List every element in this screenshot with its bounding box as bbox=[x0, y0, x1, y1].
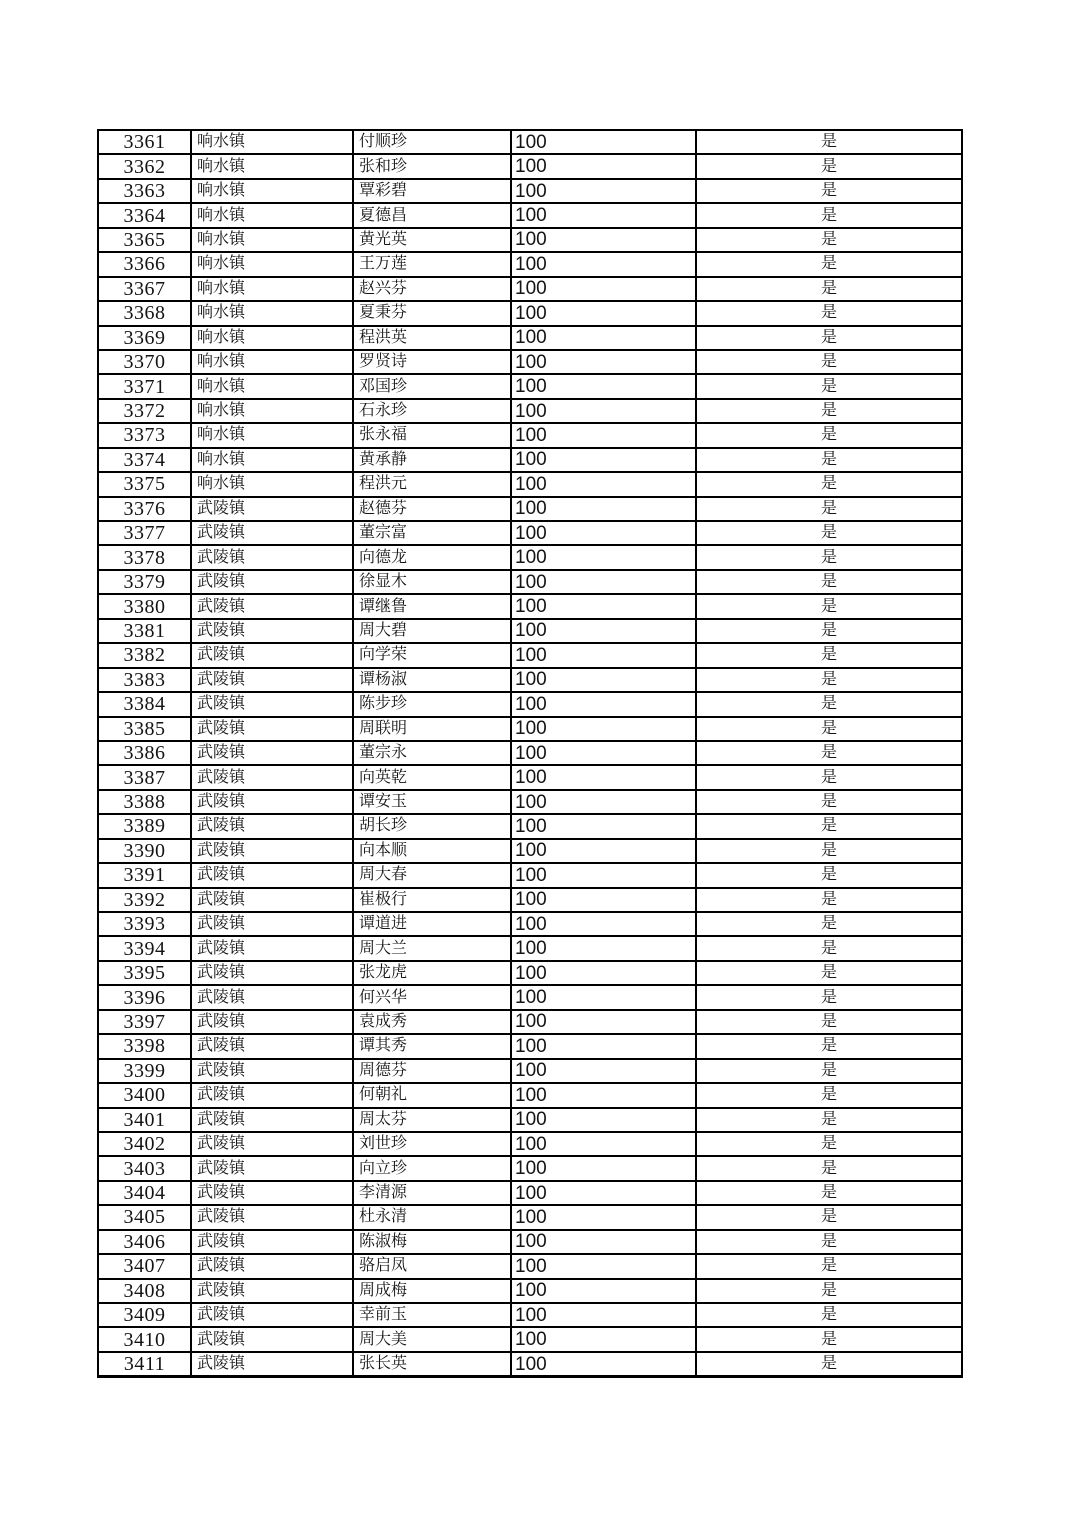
cell-town: 武陵镇 bbox=[192, 571, 352, 593]
cell-flag: 是 bbox=[697, 889, 961, 911]
cell-town: 武陵镇 bbox=[192, 1157, 352, 1179]
cell-person-name: 周联明 bbox=[354, 718, 510, 740]
cell-flag: 是 bbox=[697, 229, 961, 251]
cell-value: 100 bbox=[512, 375, 695, 397]
cell-person-name: 赵德芬 bbox=[354, 498, 510, 520]
cell-town: 武陵镇 bbox=[192, 1206, 352, 1228]
cell-value: 100 bbox=[512, 718, 695, 740]
cell-flag: 是 bbox=[697, 864, 961, 886]
cell-serial-number: 3391 bbox=[99, 864, 190, 886]
cell-flag: 是 bbox=[697, 937, 961, 959]
cell-town: 武陵镇 bbox=[192, 1182, 352, 1204]
cell-person-name: 向学荣 bbox=[354, 644, 510, 666]
cell-value: 100 bbox=[512, 278, 695, 300]
cell-person-name: 谭安玉 bbox=[354, 791, 510, 813]
cell-value: 100 bbox=[512, 913, 695, 935]
cell-flag: 是 bbox=[697, 1109, 961, 1131]
cell-flag: 是 bbox=[697, 1328, 961, 1350]
cell-town: 武陵镇 bbox=[192, 1304, 352, 1326]
cell-town: 武陵镇 bbox=[192, 669, 352, 691]
cell-value: 100 bbox=[512, 620, 695, 642]
cell-town: 武陵镇 bbox=[192, 1255, 352, 1277]
cell-town: 响水镇 bbox=[192, 302, 352, 324]
cell-value: 100 bbox=[512, 595, 695, 617]
cell-town: 响水镇 bbox=[192, 375, 352, 397]
cell-flag: 是 bbox=[697, 400, 961, 422]
cell-flag: 是 bbox=[697, 693, 961, 715]
cell-serial-number: 3394 bbox=[99, 937, 190, 959]
cell-value: 100 bbox=[512, 204, 695, 226]
cell-value: 100 bbox=[512, 1206, 695, 1228]
cell-person-name: 向英乾 bbox=[354, 766, 510, 788]
cell-value: 100 bbox=[512, 644, 695, 666]
cell-flag: 是 bbox=[697, 473, 961, 495]
cell-serial-number: 3382 bbox=[99, 644, 190, 666]
cell-value: 100 bbox=[512, 815, 695, 837]
cell-flag: 是 bbox=[697, 1060, 961, 1082]
cell-person-name: 罗贤诗 bbox=[354, 351, 510, 373]
cell-person-name: 周大美 bbox=[354, 1328, 510, 1350]
cell-town: 武陵镇 bbox=[192, 1060, 352, 1082]
cell-person-name: 徐显木 bbox=[354, 571, 510, 593]
cell-town: 武陵镇 bbox=[192, 498, 352, 520]
cell-value: 100 bbox=[512, 180, 695, 202]
cell-value: 100 bbox=[512, 1084, 695, 1106]
cell-person-name: 程洪元 bbox=[354, 473, 510, 495]
cell-person-name: 周大春 bbox=[354, 864, 510, 886]
cell-flag: 是 bbox=[697, 1231, 961, 1253]
data-table bbox=[97, 129, 963, 1378]
cell-person-name: 陈淑梅 bbox=[354, 1231, 510, 1253]
cell-serial-number: 3392 bbox=[99, 889, 190, 911]
cell-serial-number: 3378 bbox=[99, 546, 190, 568]
cell-flag: 是 bbox=[697, 155, 961, 177]
cell-flag: 是 bbox=[697, 815, 961, 837]
cell-serial-number: 3364 bbox=[99, 204, 190, 226]
cell-town: 武陵镇 bbox=[192, 620, 352, 642]
cell-flag: 是 bbox=[697, 742, 961, 764]
cell-serial-number: 3370 bbox=[99, 351, 190, 373]
cell-flag: 是 bbox=[697, 1304, 961, 1326]
cell-serial-number: 3373 bbox=[99, 424, 190, 446]
cell-serial-number: 3388 bbox=[99, 791, 190, 813]
cell-value: 100 bbox=[512, 986, 695, 1008]
cell-serial-number: 3409 bbox=[99, 1304, 190, 1326]
cell-person-name: 张长英 bbox=[354, 1353, 510, 1375]
cell-serial-number: 3399 bbox=[99, 1060, 190, 1082]
cell-flag: 是 bbox=[697, 766, 961, 788]
cell-town: 武陵镇 bbox=[192, 546, 352, 568]
cell-value: 100 bbox=[512, 1133, 695, 1155]
cell-person-name: 黄光英 bbox=[354, 229, 510, 251]
cell-serial-number: 3386 bbox=[99, 742, 190, 764]
cell-serial-number: 3397 bbox=[99, 1011, 190, 1033]
cell-value: 100 bbox=[512, 498, 695, 520]
cell-town: 武陵镇 bbox=[192, 962, 352, 984]
cell-flag: 是 bbox=[697, 913, 961, 935]
cell-person-name: 何兴华 bbox=[354, 986, 510, 1008]
cell-flag: 是 bbox=[697, 595, 961, 617]
cell-flag: 是 bbox=[697, 1206, 961, 1228]
cell-value: 100 bbox=[512, 766, 695, 788]
cell-town: 武陵镇 bbox=[192, 742, 352, 764]
cell-person-name: 陈步珍 bbox=[354, 693, 510, 715]
cell-town: 武陵镇 bbox=[192, 766, 352, 788]
cell-town: 响水镇 bbox=[192, 424, 352, 446]
cell-flag: 是 bbox=[697, 644, 961, 666]
cell-serial-number: 3390 bbox=[99, 840, 190, 862]
cell-value: 100 bbox=[512, 400, 695, 422]
cell-flag: 是 bbox=[697, 1255, 961, 1277]
cell-flag: 是 bbox=[697, 791, 961, 813]
cell-serial-number: 3375 bbox=[99, 473, 190, 495]
cell-flag: 是 bbox=[697, 1035, 961, 1057]
cell-town: 武陵镇 bbox=[192, 815, 352, 837]
cell-value: 100 bbox=[512, 571, 695, 593]
cell-value: 100 bbox=[512, 864, 695, 886]
cell-person-name: 谭其秀 bbox=[354, 1035, 510, 1057]
cell-town: 武陵镇 bbox=[192, 1133, 352, 1155]
cell-serial-number: 3403 bbox=[99, 1157, 190, 1179]
cell-person-name: 董宗富 bbox=[354, 522, 510, 544]
cell-value: 100 bbox=[512, 424, 695, 446]
cell-value: 100 bbox=[512, 1109, 695, 1131]
cell-town: 武陵镇 bbox=[192, 791, 352, 813]
cell-serial-number: 3400 bbox=[99, 1084, 190, 1106]
cell-serial-number: 3369 bbox=[99, 327, 190, 349]
cell-serial-number: 3365 bbox=[99, 229, 190, 251]
cell-town: 响水镇 bbox=[192, 253, 352, 275]
cell-town: 武陵镇 bbox=[192, 840, 352, 862]
cell-person-name: 付顺珍 bbox=[354, 131, 510, 153]
cell-value: 100 bbox=[512, 742, 695, 764]
cell-value: 100 bbox=[512, 131, 695, 153]
cell-person-name: 幸前玉 bbox=[354, 1304, 510, 1326]
cell-value: 100 bbox=[512, 1328, 695, 1350]
cell-serial-number: 3385 bbox=[99, 718, 190, 740]
cell-town: 武陵镇 bbox=[192, 889, 352, 911]
cell-serial-number: 3383 bbox=[99, 669, 190, 691]
cell-flag: 是 bbox=[697, 1133, 961, 1155]
cell-person-name: 周大兰 bbox=[354, 937, 510, 959]
cell-person-name: 张永福 bbox=[354, 424, 510, 446]
cell-person-name: 程洪英 bbox=[354, 327, 510, 349]
cell-serial-number: 3396 bbox=[99, 986, 190, 1008]
cell-town: 响水镇 bbox=[192, 449, 352, 471]
cell-serial-number: 3367 bbox=[99, 278, 190, 300]
cell-town: 武陵镇 bbox=[192, 1231, 352, 1253]
cell-serial-number: 3411 bbox=[99, 1353, 190, 1375]
cell-flag: 是 bbox=[697, 522, 961, 544]
cell-flag: 是 bbox=[697, 718, 961, 740]
cell-town: 响水镇 bbox=[192, 155, 352, 177]
cell-serial-number: 3402 bbox=[99, 1133, 190, 1155]
cell-person-name: 周成梅 bbox=[354, 1280, 510, 1302]
cell-town: 武陵镇 bbox=[192, 595, 352, 617]
cell-serial-number: 3404 bbox=[99, 1182, 190, 1204]
cell-serial-number: 3405 bbox=[99, 1206, 190, 1228]
cell-town: 武陵镇 bbox=[192, 1084, 352, 1106]
cell-person-name: 周大碧 bbox=[354, 620, 510, 642]
cell-flag: 是 bbox=[697, 449, 961, 471]
cell-value: 100 bbox=[512, 669, 695, 691]
cell-value: 100 bbox=[512, 1255, 695, 1277]
cell-flag: 是 bbox=[697, 620, 961, 642]
cell-person-name: 崔极行 bbox=[354, 889, 510, 911]
cell-flag: 是 bbox=[697, 131, 961, 153]
cell-person-name: 向德龙 bbox=[354, 546, 510, 568]
cell-town: 响水镇 bbox=[192, 180, 352, 202]
cell-flag: 是 bbox=[697, 546, 961, 568]
cell-person-name: 袁成秀 bbox=[354, 1011, 510, 1033]
cell-value: 100 bbox=[512, 253, 695, 275]
cell-person-name: 周太芬 bbox=[354, 1109, 510, 1131]
cell-town: 响水镇 bbox=[192, 278, 352, 300]
cell-town: 响水镇 bbox=[192, 473, 352, 495]
cell-flag: 是 bbox=[697, 840, 961, 862]
cell-flag: 是 bbox=[697, 571, 961, 593]
cell-flag: 是 bbox=[697, 180, 961, 202]
cell-town: 武陵镇 bbox=[192, 718, 352, 740]
cell-flag: 是 bbox=[697, 986, 961, 1008]
cell-person-name: 向本顺 bbox=[354, 840, 510, 862]
cell-town: 武陵镇 bbox=[192, 644, 352, 666]
cell-flag: 是 bbox=[697, 278, 961, 300]
cell-serial-number: 3371 bbox=[99, 375, 190, 397]
cell-serial-number: 3362 bbox=[99, 155, 190, 177]
cell-serial-number: 3407 bbox=[99, 1255, 190, 1277]
cell-town: 响水镇 bbox=[192, 351, 352, 373]
cell-value: 100 bbox=[512, 1011, 695, 1033]
cell-value: 100 bbox=[512, 327, 695, 349]
cell-town: 响水镇 bbox=[192, 229, 352, 251]
cell-flag: 是 bbox=[697, 1353, 961, 1375]
cell-value: 100 bbox=[512, 1231, 695, 1253]
cell-value: 100 bbox=[512, 791, 695, 813]
cell-flag: 是 bbox=[697, 375, 961, 397]
cell-person-name: 胡长珍 bbox=[354, 815, 510, 837]
cell-flag: 是 bbox=[697, 1084, 961, 1106]
cell-person-name: 谭继鲁 bbox=[354, 595, 510, 617]
cell-person-name: 向立珍 bbox=[354, 1157, 510, 1179]
cell-person-name: 周德芬 bbox=[354, 1060, 510, 1082]
cell-person-name: 王万莲 bbox=[354, 253, 510, 275]
cell-flag: 是 bbox=[697, 962, 961, 984]
cell-town: 武陵镇 bbox=[192, 1328, 352, 1350]
cell-person-name: 何朝礼 bbox=[354, 1084, 510, 1106]
cell-person-name: 谭道进 bbox=[354, 913, 510, 935]
cell-town: 武陵镇 bbox=[192, 1035, 352, 1057]
cell-value: 100 bbox=[512, 962, 695, 984]
cell-town: 武陵镇 bbox=[192, 1280, 352, 1302]
cell-town: 武陵镇 bbox=[192, 913, 352, 935]
cell-flag: 是 bbox=[697, 253, 961, 275]
cell-town: 武陵镇 bbox=[192, 937, 352, 959]
cell-value: 100 bbox=[512, 473, 695, 495]
cell-person-name: 邓国珍 bbox=[354, 375, 510, 397]
cell-value: 100 bbox=[512, 1035, 695, 1057]
cell-person-name: 董宗永 bbox=[354, 742, 510, 764]
cell-flag: 是 bbox=[697, 1011, 961, 1033]
cell-town: 响水镇 bbox=[192, 131, 352, 153]
cell-person-name: 覃彩碧 bbox=[354, 180, 510, 202]
cell-serial-number: 3366 bbox=[99, 253, 190, 275]
cell-value: 100 bbox=[512, 937, 695, 959]
cell-serial-number: 3401 bbox=[99, 1109, 190, 1131]
cell-serial-number: 3398 bbox=[99, 1035, 190, 1057]
cell-person-name: 夏德昌 bbox=[354, 204, 510, 226]
cell-person-name: 黄承静 bbox=[354, 449, 510, 471]
cell-value: 100 bbox=[512, 302, 695, 324]
cell-person-name: 谭杨淑 bbox=[354, 669, 510, 691]
cell-person-name: 石永珍 bbox=[354, 400, 510, 422]
cell-value: 100 bbox=[512, 889, 695, 911]
cell-serial-number: 3379 bbox=[99, 571, 190, 593]
cell-town: 响水镇 bbox=[192, 204, 352, 226]
cell-value: 100 bbox=[512, 693, 695, 715]
cell-town: 响水镇 bbox=[192, 400, 352, 422]
cell-value: 100 bbox=[512, 1157, 695, 1179]
cell-serial-number: 3368 bbox=[99, 302, 190, 324]
cell-flag: 是 bbox=[697, 327, 961, 349]
cell-flag: 是 bbox=[697, 498, 961, 520]
cell-value: 100 bbox=[512, 1060, 695, 1082]
cell-value: 100 bbox=[512, 1304, 695, 1326]
cell-serial-number: 3376 bbox=[99, 498, 190, 520]
cell-value: 100 bbox=[512, 1353, 695, 1375]
cell-flag: 是 bbox=[697, 424, 961, 446]
cell-person-name: 张龙虎 bbox=[354, 962, 510, 984]
cell-flag: 是 bbox=[697, 351, 961, 373]
cell-person-name: 夏秉芬 bbox=[354, 302, 510, 324]
cell-person-name: 赵兴芬 bbox=[354, 278, 510, 300]
cell-serial-number: 3380 bbox=[99, 595, 190, 617]
cell-serial-number: 3395 bbox=[99, 962, 190, 984]
cell-town: 武陵镇 bbox=[192, 864, 352, 886]
cell-value: 100 bbox=[512, 1280, 695, 1302]
cell-serial-number: 3374 bbox=[99, 449, 190, 471]
cell-serial-number: 3406 bbox=[99, 1231, 190, 1253]
cell-value: 100 bbox=[512, 840, 695, 862]
cell-town: 响水镇 bbox=[192, 327, 352, 349]
cell-value: 100 bbox=[512, 449, 695, 471]
cell-town: 武陵镇 bbox=[192, 1353, 352, 1375]
cell-town: 武陵镇 bbox=[192, 522, 352, 544]
cell-serial-number: 3363 bbox=[99, 180, 190, 202]
cell-serial-number: 3377 bbox=[99, 522, 190, 544]
cell-value: 100 bbox=[512, 546, 695, 568]
cell-flag: 是 bbox=[697, 204, 961, 226]
cell-serial-number: 3389 bbox=[99, 815, 190, 837]
cell-flag: 是 bbox=[697, 669, 961, 691]
cell-value: 100 bbox=[512, 229, 695, 251]
cell-person-name: 杜永清 bbox=[354, 1206, 510, 1228]
cell-value: 100 bbox=[512, 1182, 695, 1204]
cell-flag: 是 bbox=[697, 302, 961, 324]
cell-serial-number: 3410 bbox=[99, 1328, 190, 1350]
cell-value: 100 bbox=[512, 155, 695, 177]
cell-serial-number: 3408 bbox=[99, 1280, 190, 1302]
cell-flag: 是 bbox=[697, 1182, 961, 1204]
cell-serial-number: 3381 bbox=[99, 620, 190, 642]
cell-serial-number: 3361 bbox=[99, 131, 190, 153]
cell-town: 武陵镇 bbox=[192, 693, 352, 715]
cell-town: 武陵镇 bbox=[192, 986, 352, 1008]
cell-person-name: 李清源 bbox=[354, 1182, 510, 1204]
cell-person-name: 骆启凤 bbox=[354, 1255, 510, 1277]
cell-serial-number: 3372 bbox=[99, 400, 190, 422]
cell-value: 100 bbox=[512, 351, 695, 373]
cell-flag: 是 bbox=[697, 1157, 961, 1179]
cell-serial-number: 3387 bbox=[99, 766, 190, 788]
cell-town: 武陵镇 bbox=[192, 1011, 352, 1033]
cell-town: 武陵镇 bbox=[192, 1109, 352, 1131]
cell-value: 100 bbox=[512, 522, 695, 544]
cell-person-name: 刘世珍 bbox=[354, 1133, 510, 1155]
cell-serial-number: 3393 bbox=[99, 913, 190, 935]
cell-serial-number: 3384 bbox=[99, 693, 190, 715]
cell-flag: 是 bbox=[697, 1280, 961, 1302]
cell-person-name: 张和珍 bbox=[354, 155, 510, 177]
